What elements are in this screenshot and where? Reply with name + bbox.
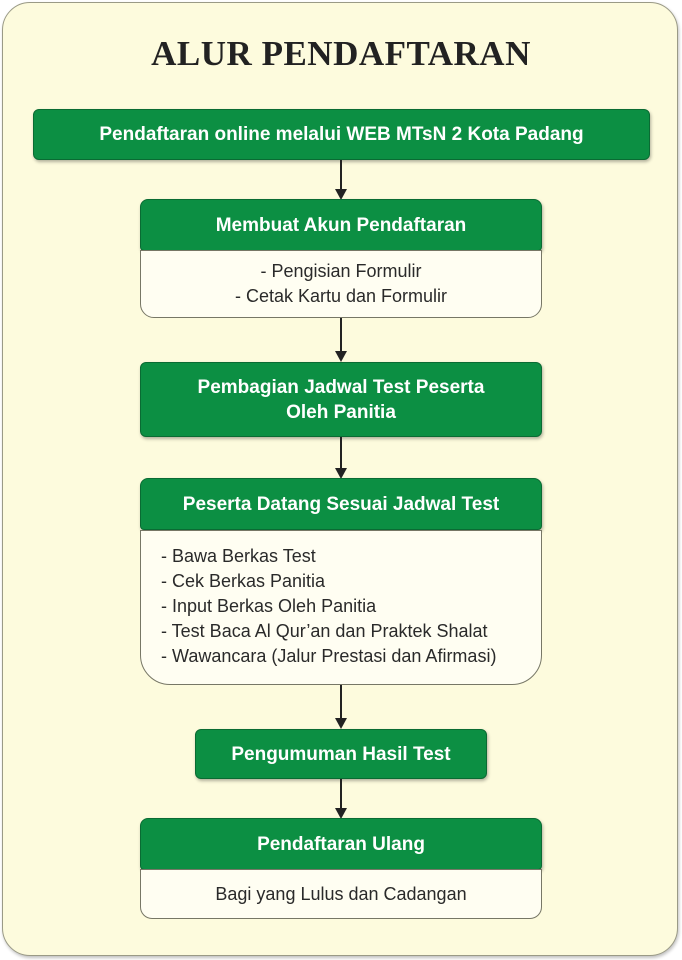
step-test-schedule-label-line2: Oleh Panitia: [286, 401, 396, 423]
detail-item: - Pengisian Formulir: [260, 261, 422, 281]
page-title: ALUR PENDAFTARAN: [151, 34, 531, 73]
step-create-account-details: [140, 250, 542, 318]
step-online-registration-label: Pendaftaran online melalui WEB MTsN 2 Kota Padang: [99, 124, 584, 145]
step-test-schedule: [140, 362, 542, 437]
step-result-announcement-label: Pengumuman Hasil Test: [231, 743, 451, 765]
step-re-registration-label: Pendaftaran Ulang: [257, 833, 425, 855]
arrow-5: [340, 779, 342, 817]
arrow-2: [340, 318, 342, 360]
step-create-account-label: Membuat Akun Pendaftaran: [215, 214, 467, 236]
arrow-4: [340, 685, 342, 727]
step-create-account: [140, 199, 542, 251]
detail-item: - Wawancara (Jalur Prestasi dan Afirmasi): [161, 646, 497, 666]
arrow-3: [340, 437, 342, 477]
step-test-schedule-label-line1: Pembagian Jadwal Test Peserta: [197, 376, 485, 398]
detail-item: Bagi yang Lulus dan Cadangan: [215, 883, 467, 904]
detail-item: - Cek Berkas Panitia: [161, 571, 326, 591]
step-participant-arrival-label: Peserta Datang Sesuai Jadwal Test: [182, 493, 500, 515]
detail-item: - Bawa Berkas Test: [161, 546, 316, 566]
detail-item: - Input Berkas Oleh Panitia: [161, 596, 377, 616]
step-online-registration: [33, 109, 650, 160]
detail-item: - Cetak Kartu dan Formulir: [234, 286, 448, 306]
arrow-1: [340, 160, 342, 198]
step-re-registration: [140, 818, 542, 870]
step-result-announcement: [195, 729, 487, 779]
step-participant-arrival-details: [140, 530, 542, 685]
step-participant-arrival: [140, 478, 542, 530]
step-re-registration-details: [140, 869, 542, 919]
detail-item: - Test Baca Al Qur’an dan Praktek Shalat: [161, 621, 488, 641]
